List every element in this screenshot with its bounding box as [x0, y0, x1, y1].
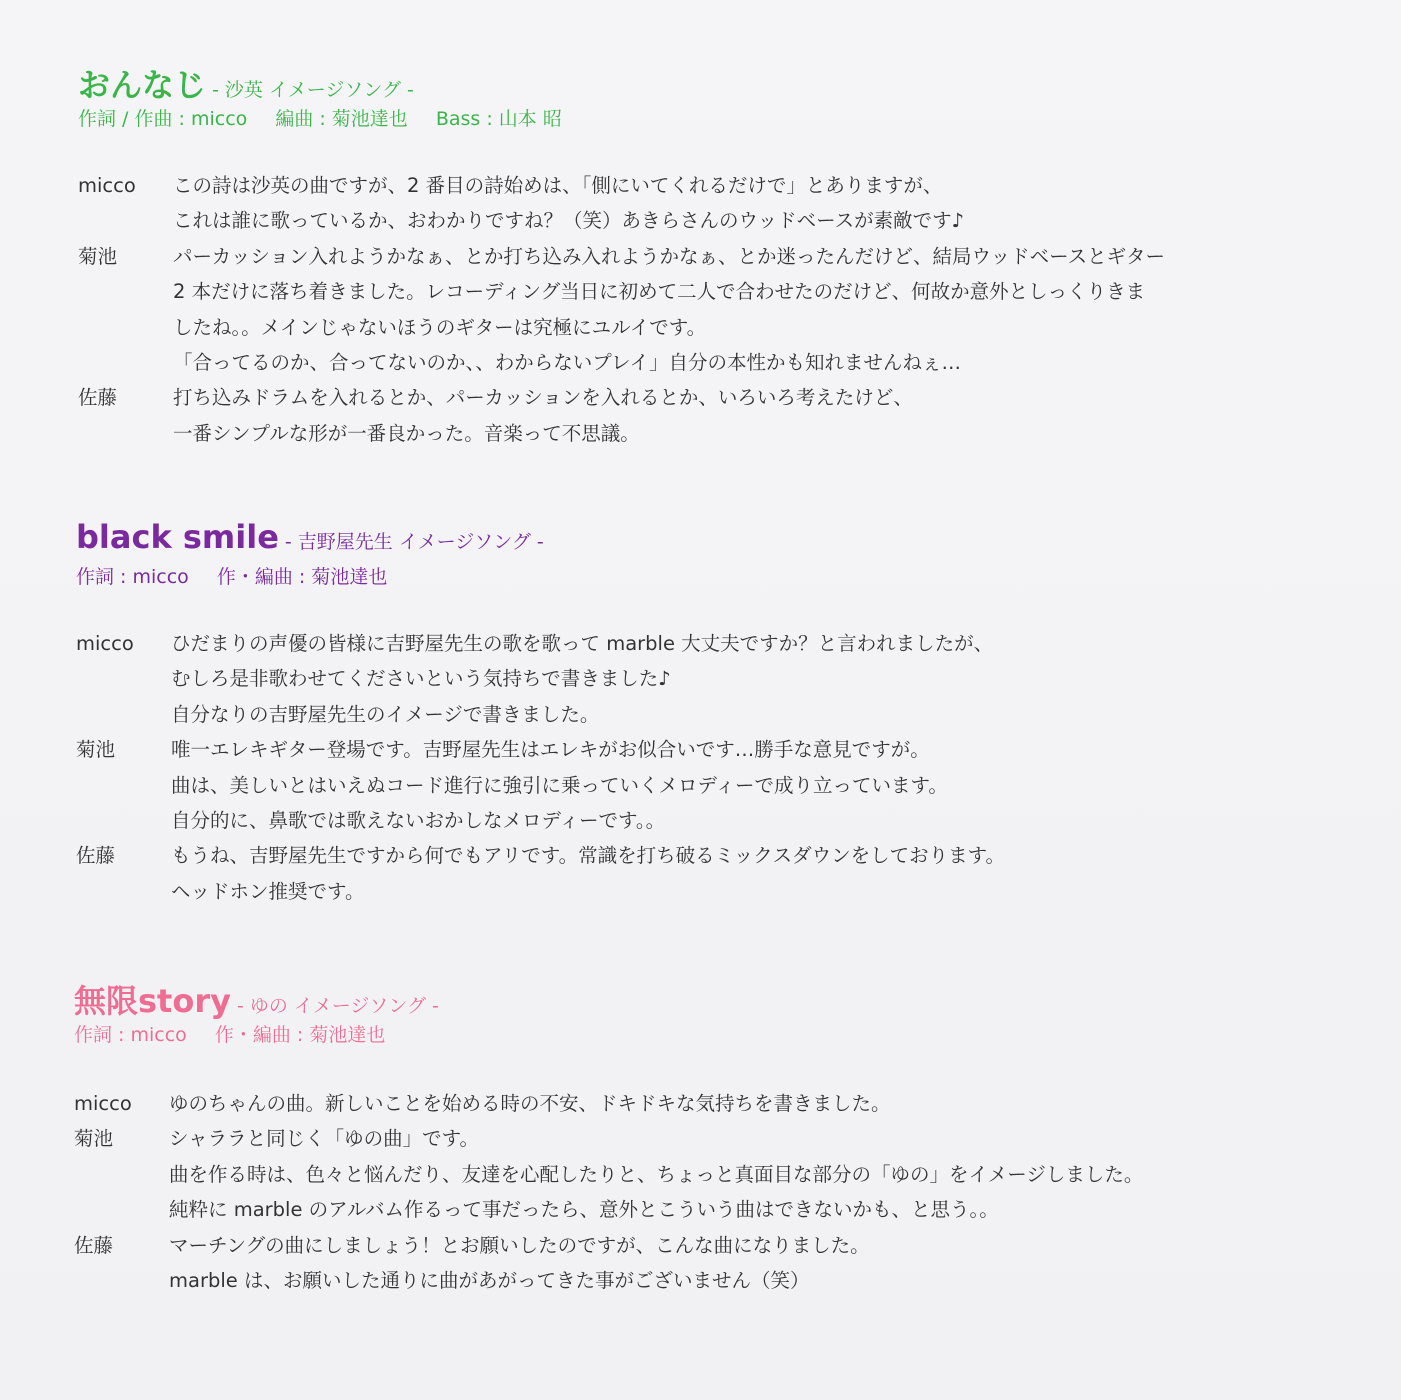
- comment-text: ゆのちゃんの曲。新しいことを始める時の不安、ドキドキな気持ちを書きました。: [169, 1092, 891, 1115]
- speaker-name: 佐藤: [78, 386, 118, 410]
- song-credits: [78, 104, 584, 131]
- speaker-name: micco: [74, 1092, 132, 1115]
- comment-text: この詩は沙英の曲ですが、2 番目の詩始めは、「側にいてくれるだけで」とありますが、: [173, 174, 943, 197]
- comment-text: ひだまりの声優の皆様に吉野屋先生の歌を歌って marble 大丈夫ですか？と言われましたが、: [171, 632, 994, 655]
- song-heading: [76, 518, 544, 556]
- speaker-name: 佐藤: [74, 1233, 114, 1257]
- song-title: おんなじ: [78, 66, 207, 104]
- comment-text: 一番シンプルな形が一番良かった。音楽って不思議。: [173, 421, 640, 445]
- credit-lyrics-composition: 作詞 / 作曲 : micco: [78, 108, 248, 130]
- speaker-name: 菊池: [74, 1127, 114, 1151]
- song-subtitle: - ゆの イメージソング -: [236, 995, 439, 1017]
- comment-text: ヘッドホン推奨です。: [171, 879, 365, 903]
- song-credits: [76, 562, 409, 589]
- comment-text: 2 本だけに落ち着きました。レコーディング当日に初めて二人で合わせたのだけど、何故か意外としっくりきま: [173, 280, 1146, 304]
- comment-text: 「合ってるのか、合ってないのか、、わからないプレイ」自分の本性かも知れませんねぇ…: [173, 350, 961, 374]
- song-subtitle: - 沙英 イメージソング -: [212, 79, 414, 101]
- speaker-name: micco: [78, 174, 136, 197]
- credit-lyrics: 作詞 : micco: [74, 1024, 187, 1046]
- song-subtitle: - 吉野屋先生 イメージソング -: [284, 531, 544, 553]
- comment-text: 自分的に、鼻歌では歌えないおかしなメロディーです。。: [171, 808, 666, 832]
- credit-composition-arrangement: 作・編曲 : 菊池達也: [216, 566, 388, 588]
- comment-text: むしろ是非歌わせてくださいという気持ちで書きました♪: [171, 667, 671, 691]
- comment-text: シャララと同じく「ゆの曲」です。: [169, 1127, 480, 1151]
- speaker-name: 佐藤: [76, 844, 116, 868]
- comment-text: 曲は、美しいとはいえぬコード進行に強引に乗っていくメロディーで成り立っています。: [171, 773, 948, 797]
- credit-arrangement: 編曲 : 菊池達也: [275, 108, 408, 130]
- credit-composition-arrangement: 作・編曲 : 菊池達也: [214, 1024, 386, 1046]
- song-heading: [78, 60, 414, 106]
- comment-text: 自分なりの吉野屋先生のイメージで書きました。: [171, 702, 600, 726]
- comment-text: 曲を作る時は、色々と悩んだり、友達を心配したりと、ちょっと真面目な部分の「ゆの」をイメージしました。: [169, 1162, 1144, 1186]
- song-title: black smile: [76, 518, 279, 556]
- comment-text: 純粋に marble のアルバム作るって事だったら、意外とこういう曲はできないかも、と思う。。: [169, 1198, 999, 1222]
- song-title: 無限story: [74, 982, 231, 1020]
- comment-text: 唯一エレキギター登場です。吉野屋先生はエレキがお似合いです…勝手な意見ですが。: [171, 738, 930, 762]
- comment-text: marble は、お願いした通りに曲があがってきた事がございません（笑）: [169, 1268, 810, 1292]
- song-credits: [74, 1020, 407, 1047]
- speaker-name: 菊池: [78, 244, 118, 268]
- speaker-name: micco: [76, 632, 134, 655]
- comment-text: マーチングの曲にしましょう！とお願いしたのですが、こんな曲になりました。: [169, 1233, 870, 1257]
- comment-text: これは誰に歌っているか、おわかりですね？（笑）あきらさんのウッドベースが素敵です♪: [173, 209, 965, 233]
- comment-text: パーカッション入れようかなぁ、とか打ち込み入れようかなぁ、とか迷ったんだけど、結局ウッドベースとギター: [173, 244, 1165, 268]
- song-heading: [74, 976, 439, 1022]
- speaker-name: 菊池: [76, 738, 116, 762]
- comment-text: したね。。メインじゃないほうのギターは究極にユルイです。: [173, 315, 707, 339]
- credit-bass: Bass : 山本 昭: [435, 108, 562, 130]
- comment-text: 打ち込みドラムを入れるとか、パーカッションを入れるとか、いろいろ考えたけど、: [173, 386, 913, 410]
- credit-lyrics: 作詞 : micco: [76, 566, 189, 588]
- comment-text: もうね、吉野屋先生ですから何でもアリです。常識を打ち破るミックスダウンをしております。: [171, 844, 1006, 868]
